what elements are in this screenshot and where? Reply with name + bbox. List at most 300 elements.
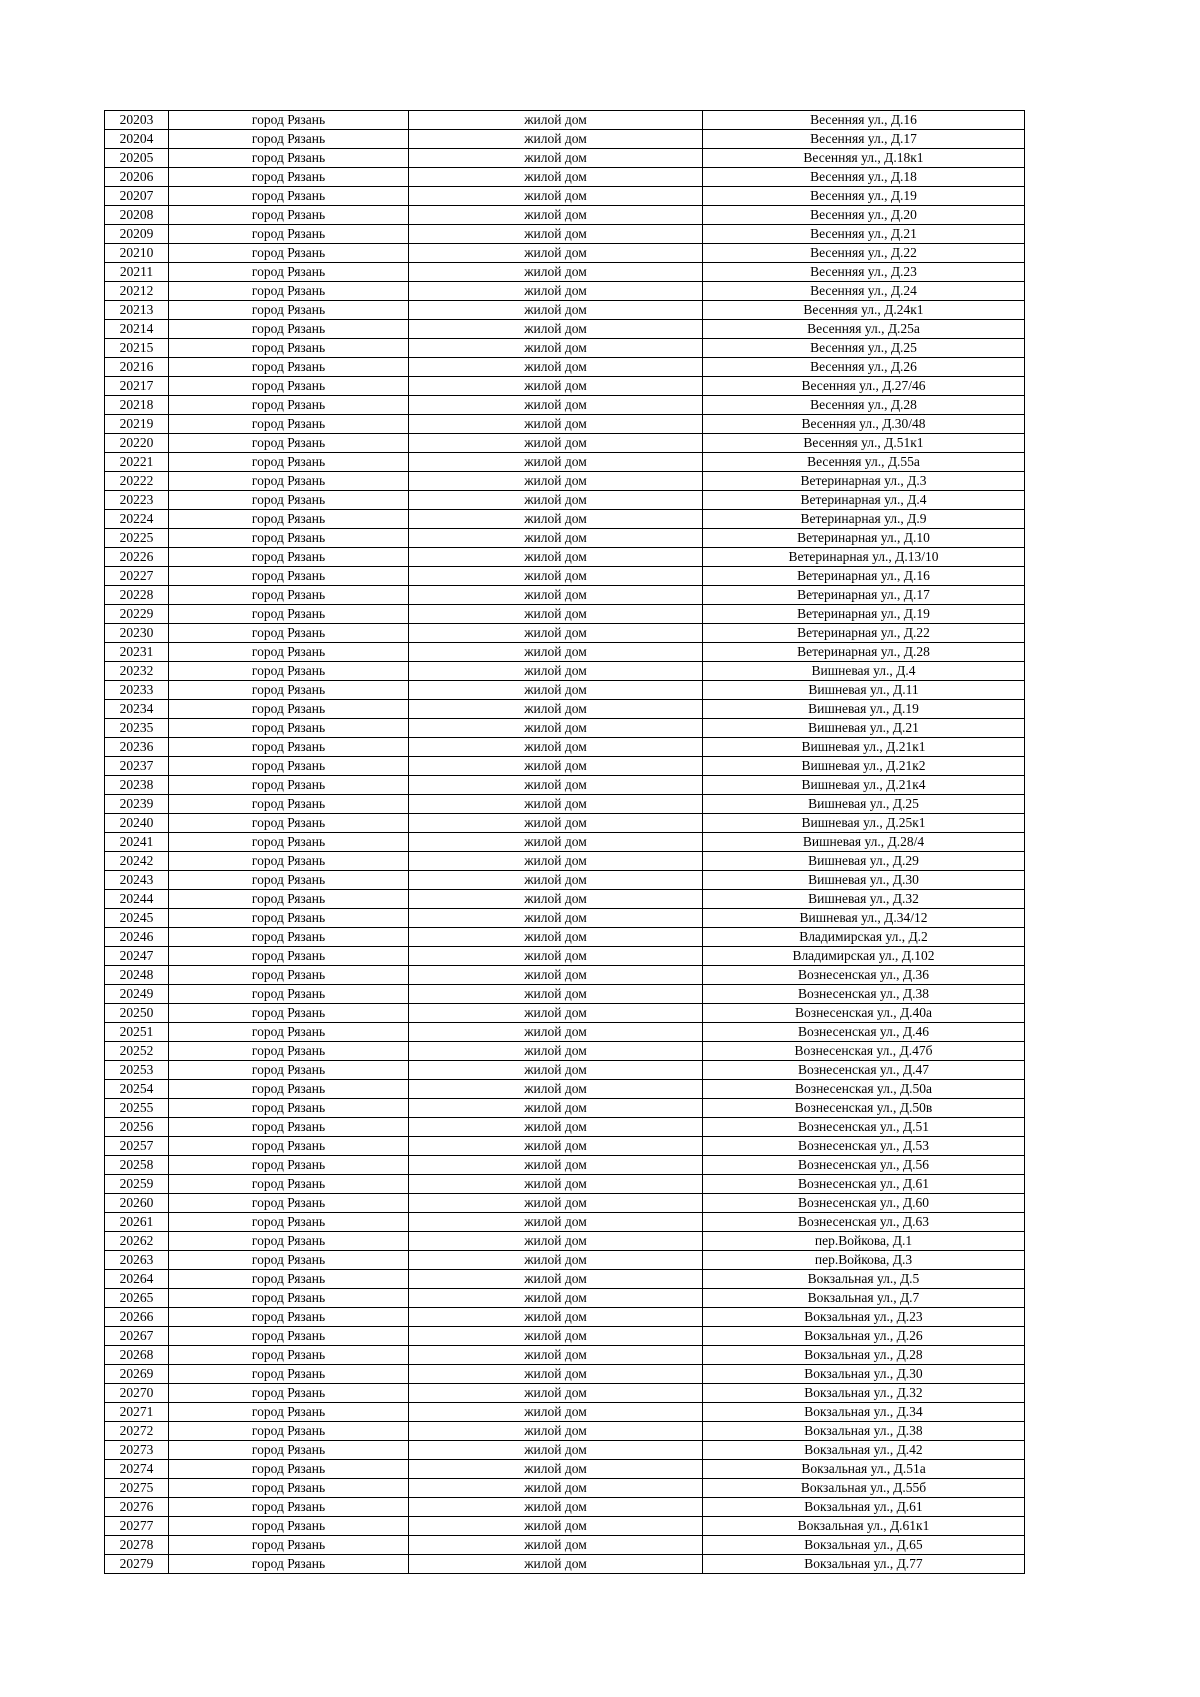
- object-type-cell: жилой дом: [409, 491, 703, 510]
- record-number-cell: 20259: [105, 1175, 169, 1194]
- record-number-cell: 20229: [105, 605, 169, 624]
- object-type-cell: жилой дом: [409, 700, 703, 719]
- object-type-cell: жилой дом: [409, 909, 703, 928]
- object-type-cell: жилой дом: [409, 757, 703, 776]
- address-cell: Вишневая ул., Д.19: [703, 700, 1025, 719]
- city-cell: город Рязань: [169, 1194, 409, 1213]
- address-cell: Вознесенская ул., Д.40а: [703, 1004, 1025, 1023]
- object-type-cell: жилой дом: [409, 1175, 703, 1194]
- address-cell: Весенняя ул., Д.16: [703, 111, 1025, 130]
- address-cell: Вишневая ул., Д.28/4: [703, 833, 1025, 852]
- object-type-cell: жилой дом: [409, 719, 703, 738]
- address-cell: Весенняя ул., Д.28: [703, 396, 1025, 415]
- record-number-cell: 20231: [105, 643, 169, 662]
- record-number-cell: 20223: [105, 491, 169, 510]
- record-number-cell: 20205: [105, 149, 169, 168]
- table-row: [105, 814, 1025, 833]
- city-cell: город Рязань: [169, 757, 409, 776]
- city-cell: город Рязань: [169, 719, 409, 738]
- table-row: [105, 1403, 1025, 1422]
- city-cell: город Рязань: [169, 1175, 409, 1194]
- object-type-cell: жилой дом: [409, 890, 703, 909]
- record-number-cell: 20270: [105, 1384, 169, 1403]
- record-number-cell: 20274: [105, 1460, 169, 1479]
- object-type-cell: жилой дом: [409, 1004, 703, 1023]
- table-row: [105, 1422, 1025, 1441]
- object-type-cell: жилой дом: [409, 833, 703, 852]
- record-number-cell: 20263: [105, 1251, 169, 1270]
- city-cell: город Рязань: [169, 1137, 409, 1156]
- record-number-cell: 20204: [105, 130, 169, 149]
- object-type-cell: жилой дом: [409, 738, 703, 757]
- table-row: [105, 1213, 1025, 1232]
- city-cell: город Рязань: [169, 947, 409, 966]
- city-cell: город Рязань: [169, 1327, 409, 1346]
- object-type-cell: жилой дом: [409, 453, 703, 472]
- record-number-cell: 20220: [105, 434, 169, 453]
- city-cell: город Рязань: [169, 510, 409, 529]
- record-number-cell: 20268: [105, 1346, 169, 1365]
- address-cell: Весенняя ул., Д.18: [703, 168, 1025, 187]
- object-type-cell: жилой дом: [409, 1536, 703, 1555]
- address-cell: Вокзальная ул., Д.28: [703, 1346, 1025, 1365]
- table-row: [105, 1555, 1025, 1574]
- record-number-cell: 20266: [105, 1308, 169, 1327]
- record-number-cell: 20273: [105, 1441, 169, 1460]
- record-number-cell: 20269: [105, 1365, 169, 1384]
- city-cell: город Рязань: [169, 377, 409, 396]
- table-row: [105, 909, 1025, 928]
- record-number-cell: 20224: [105, 510, 169, 529]
- table-row: [105, 1346, 1025, 1365]
- address-table: [104, 110, 1025, 1574]
- record-number-cell: 20236: [105, 738, 169, 757]
- city-cell: город Рязань: [169, 206, 409, 225]
- object-type-cell: жилой дом: [409, 1365, 703, 1384]
- object-type-cell: жилой дом: [409, 1270, 703, 1289]
- table-row: [105, 1365, 1025, 1384]
- address-cell: Вокзальная ул., Д.30: [703, 1365, 1025, 1384]
- address-cell: Ветеринарная ул., Д.3: [703, 472, 1025, 491]
- record-number-cell: 20216: [105, 358, 169, 377]
- object-type-cell: жилой дом: [409, 339, 703, 358]
- address-cell: Весенняя ул., Д.25: [703, 339, 1025, 358]
- object-type-cell: жилой дом: [409, 1232, 703, 1251]
- record-number-cell: 20232: [105, 662, 169, 681]
- address-cell: Весенняя ул., Д.25а: [703, 320, 1025, 339]
- address-cell: Вокзальная ул., Д.65: [703, 1536, 1025, 1555]
- city-cell: город Рязань: [169, 1042, 409, 1061]
- record-number-cell: 20206: [105, 168, 169, 187]
- city-cell: город Рязань: [169, 1460, 409, 1479]
- object-type-cell: жилой дом: [409, 795, 703, 814]
- city-cell: город Рязань: [169, 1270, 409, 1289]
- object-type-cell: жилой дом: [409, 1118, 703, 1137]
- object-type-cell: жилой дом: [409, 396, 703, 415]
- city-cell: город Рязань: [169, 1118, 409, 1137]
- city-cell: город Рязань: [169, 187, 409, 206]
- address-cell: Вознесенская ул., Д.38: [703, 985, 1025, 1004]
- object-type-cell: жилой дом: [409, 1061, 703, 1080]
- table-row: [105, 149, 1025, 168]
- table-row: [105, 1479, 1025, 1498]
- table-row: [105, 586, 1025, 605]
- record-number-cell: 20239: [105, 795, 169, 814]
- object-type-cell: жилой дом: [409, 301, 703, 320]
- table-row: [105, 1270, 1025, 1289]
- city-cell: город Рязань: [169, 111, 409, 130]
- record-number-cell: 20214: [105, 320, 169, 339]
- city-cell: город Рязань: [169, 149, 409, 168]
- address-cell: Весенняя ул., Д.55а: [703, 453, 1025, 472]
- object-type-cell: жилой дом: [409, 1099, 703, 1118]
- record-number-cell: 20209: [105, 225, 169, 244]
- table-row: [105, 947, 1025, 966]
- address-cell: Весенняя ул., Д.30/48: [703, 415, 1025, 434]
- record-number-cell: 20241: [105, 833, 169, 852]
- address-cell: Весенняя ул., Д.18к1: [703, 149, 1025, 168]
- city-cell: город Рязань: [169, 225, 409, 244]
- address-cell: Вознесенская ул., Д.61: [703, 1175, 1025, 1194]
- city-cell: город Рязань: [169, 1232, 409, 1251]
- table-row: [105, 1536, 1025, 1555]
- object-type-cell: жилой дом: [409, 415, 703, 434]
- table-row: [105, 567, 1025, 586]
- table-row: [105, 605, 1025, 624]
- object-type-cell: жилой дом: [409, 548, 703, 567]
- table-row: [105, 1498, 1025, 1517]
- record-number-cell: 20225: [105, 529, 169, 548]
- city-cell: город Рязань: [169, 130, 409, 149]
- city-cell: город Рязань: [169, 1365, 409, 1384]
- city-cell: город Рязань: [169, 985, 409, 1004]
- object-type-cell: жилой дом: [409, 1251, 703, 1270]
- address-cell: пер.Войкова, Д.1: [703, 1232, 1025, 1251]
- table-row: [105, 339, 1025, 358]
- address-cell: Вокзальная ул., Д.61: [703, 1498, 1025, 1517]
- object-type-cell: жилой дом: [409, 586, 703, 605]
- object-type-cell: жилой дом: [409, 605, 703, 624]
- table-row: [105, 1232, 1025, 1251]
- table-row: [105, 757, 1025, 776]
- city-cell: город Рязань: [169, 1289, 409, 1308]
- address-cell: Вознесенская ул., Д.47: [703, 1061, 1025, 1080]
- object-type-cell: жилой дом: [409, 947, 703, 966]
- table-row: [105, 624, 1025, 643]
- address-cell: Вознесенская ул., Д.51: [703, 1118, 1025, 1137]
- city-cell: город Рязань: [169, 1384, 409, 1403]
- record-number-cell: 20256: [105, 1118, 169, 1137]
- record-number-cell: 20267: [105, 1327, 169, 1346]
- city-cell: город Рязань: [169, 453, 409, 472]
- object-type-cell: жилой дом: [409, 1137, 703, 1156]
- address-cell: Владимирская ул., Д.102: [703, 947, 1025, 966]
- address-cell: Вокзальная ул., Д.55б: [703, 1479, 1025, 1498]
- table-row: [105, 719, 1025, 738]
- table-row: [105, 1137, 1025, 1156]
- address-cell: Ветеринарная ул., Д.10: [703, 529, 1025, 548]
- address-cell: Ветеринарная ул., Д.16: [703, 567, 1025, 586]
- address-cell: Вокзальная ул., Д.38: [703, 1422, 1025, 1441]
- object-type-cell: жилой дом: [409, 1517, 703, 1536]
- object-type-cell: жилой дом: [409, 1441, 703, 1460]
- record-number-cell: 20251: [105, 1023, 169, 1042]
- address-cell: Вокзальная ул., Д.7: [703, 1289, 1025, 1308]
- object-type-cell: жилой дом: [409, 966, 703, 985]
- record-number-cell: 20272: [105, 1422, 169, 1441]
- record-number-cell: 20226: [105, 548, 169, 567]
- object-type-cell: жилой дом: [409, 643, 703, 662]
- address-cell: Вокзальная ул., Д.32: [703, 1384, 1025, 1403]
- object-type-cell: жилой дом: [409, 1346, 703, 1365]
- table-row: [105, 472, 1025, 491]
- address-cell: Вишневая ул., Д.11: [703, 681, 1025, 700]
- object-type-cell: жилой дом: [409, 1422, 703, 1441]
- object-type-cell: жилой дом: [409, 1327, 703, 1346]
- address-cell: Весенняя ул., Д.27/46: [703, 377, 1025, 396]
- object-type-cell: жилой дом: [409, 1042, 703, 1061]
- record-number-cell: 20277: [105, 1517, 169, 1536]
- city-cell: город Рязань: [169, 529, 409, 548]
- object-type-cell: жилой дом: [409, 1403, 703, 1422]
- city-cell: город Рязань: [169, 1536, 409, 1555]
- city-cell: город Рязань: [169, 1308, 409, 1327]
- address-cell: Весенняя ул., Д.24к1: [703, 301, 1025, 320]
- table-row: [105, 662, 1025, 681]
- table-row: [105, 491, 1025, 510]
- record-number-cell: 20210: [105, 244, 169, 263]
- object-type-cell: жилой дом: [409, 206, 703, 225]
- record-number-cell: 20279: [105, 1555, 169, 1574]
- address-cell: Вишневая ул., Д.25к1: [703, 814, 1025, 833]
- object-type-cell: жилой дом: [409, 624, 703, 643]
- city-cell: город Рязань: [169, 472, 409, 491]
- record-number-cell: 20242: [105, 852, 169, 871]
- address-cell: Вишневая ул., Д.25: [703, 795, 1025, 814]
- address-cell: Вознесенская ул., Д.50в: [703, 1099, 1025, 1118]
- object-type-cell: жилой дом: [409, 320, 703, 339]
- address-cell: Вознесенская ул., Д.46: [703, 1023, 1025, 1042]
- record-number-cell: 20262: [105, 1232, 169, 1251]
- table-row: [105, 1004, 1025, 1023]
- address-cell: Весенняя ул., Д.51к1: [703, 434, 1025, 453]
- city-cell: город Рязань: [169, 605, 409, 624]
- table-row: [105, 1118, 1025, 1137]
- city-cell: город Рязань: [169, 1213, 409, 1232]
- record-number-cell: 20253: [105, 1061, 169, 1080]
- table-row: [105, 111, 1025, 130]
- address-cell: Вознесенская ул., Д.60: [703, 1194, 1025, 1213]
- city-cell: город Рязань: [169, 776, 409, 795]
- table-row: [105, 244, 1025, 263]
- city-cell: город Рязань: [169, 1517, 409, 1536]
- table-row: [105, 130, 1025, 149]
- address-cell: Ветеринарная ул., Д.19: [703, 605, 1025, 624]
- record-number-cell: 20255: [105, 1099, 169, 1118]
- table-row: [105, 795, 1025, 814]
- table-row: [105, 1384, 1025, 1403]
- object-type-cell: жилой дом: [409, 567, 703, 586]
- object-type-cell: жилой дом: [409, 377, 703, 396]
- record-number-cell: 20234: [105, 700, 169, 719]
- city-cell: город Рязань: [169, 1251, 409, 1270]
- table-row: [105, 320, 1025, 339]
- record-number-cell: 20213: [105, 301, 169, 320]
- city-cell: город Рязань: [169, 1156, 409, 1175]
- address-cell: Вишневая ул., Д.4: [703, 662, 1025, 681]
- city-cell: город Рязань: [169, 643, 409, 662]
- record-number-cell: 20257: [105, 1137, 169, 1156]
- table-row: [105, 225, 1025, 244]
- record-number-cell: 20228: [105, 586, 169, 605]
- address-cell: Вокзальная ул., Д.42: [703, 1441, 1025, 1460]
- record-number-cell: 20211: [105, 263, 169, 282]
- record-number-cell: 20240: [105, 814, 169, 833]
- table-row: [105, 1080, 1025, 1099]
- city-cell: город Рязань: [169, 1479, 409, 1498]
- table-row: [105, 396, 1025, 415]
- object-type-cell: жилой дом: [409, 244, 703, 263]
- record-number-cell: 20227: [105, 567, 169, 586]
- city-cell: город Рязань: [169, 282, 409, 301]
- table-row: [105, 890, 1025, 909]
- table-row: [105, 1099, 1025, 1118]
- table-row: [105, 529, 1025, 548]
- record-number-cell: 20250: [105, 1004, 169, 1023]
- table-row: [105, 1175, 1025, 1194]
- address-cell: Вишневая ул., Д.21к2: [703, 757, 1025, 776]
- address-cell: Вишневая ул., Д.34/12: [703, 909, 1025, 928]
- address-cell: Весенняя ул., Д.26: [703, 358, 1025, 377]
- address-cell: Весенняя ул., Д.23: [703, 263, 1025, 282]
- record-number-cell: 20244: [105, 890, 169, 909]
- record-number-cell: 20221: [105, 453, 169, 472]
- city-cell: город Рязань: [169, 1099, 409, 1118]
- table-row: [105, 776, 1025, 795]
- object-type-cell: жилой дом: [409, 263, 703, 282]
- address-cell: Вокзальная ул., Д.61к1: [703, 1517, 1025, 1536]
- object-type-cell: жилой дом: [409, 472, 703, 491]
- table-row: [105, 738, 1025, 757]
- object-type-cell: жилой дом: [409, 111, 703, 130]
- address-cell: Вишневая ул., Д.21: [703, 719, 1025, 738]
- address-cell: Вишневая ул., Д.29: [703, 852, 1025, 871]
- address-cell: Вознесенская ул., Д.47б: [703, 1042, 1025, 1061]
- record-number-cell: 20238: [105, 776, 169, 795]
- address-cell: Весенняя ул., Д.22: [703, 244, 1025, 263]
- city-cell: город Рязань: [169, 1061, 409, 1080]
- document-page: [104, 110, 1024, 1574]
- object-type-cell: жилой дом: [409, 871, 703, 890]
- object-type-cell: жилой дом: [409, 985, 703, 1004]
- record-number-cell: 20215: [105, 339, 169, 358]
- address-cell: Вокзальная ул., Д.51а: [703, 1460, 1025, 1479]
- object-type-cell: жилой дом: [409, 1384, 703, 1403]
- table-row: [105, 833, 1025, 852]
- object-type-cell: жилой дом: [409, 852, 703, 871]
- city-cell: город Рязань: [169, 567, 409, 586]
- address-cell: Ветеринарная ул., Д.22: [703, 624, 1025, 643]
- record-number-cell: 20271: [105, 1403, 169, 1422]
- record-number-cell: 20219: [105, 415, 169, 434]
- city-cell: город Рязань: [169, 244, 409, 263]
- city-cell: город Рязань: [169, 833, 409, 852]
- record-number-cell: 20218: [105, 396, 169, 415]
- address-cell: Вокзальная ул., Д.77: [703, 1555, 1025, 1574]
- table-row: [105, 1061, 1025, 1080]
- city-cell: город Рязань: [169, 320, 409, 339]
- record-number-cell: 20265: [105, 1289, 169, 1308]
- table-row: [105, 1327, 1025, 1346]
- city-cell: город Рязань: [169, 301, 409, 320]
- city-cell: город Рязань: [169, 1023, 409, 1042]
- address-cell: Вознесенская ул., Д.53: [703, 1137, 1025, 1156]
- city-cell: город Рязань: [169, 1346, 409, 1365]
- object-type-cell: жилой дом: [409, 662, 703, 681]
- address-cell: Вознесенская ул., Д.56: [703, 1156, 1025, 1175]
- city-cell: город Рязань: [169, 1441, 409, 1460]
- address-cell: Вишневая ул., Д.30: [703, 871, 1025, 890]
- address-cell: Вознесенская ул., Д.50а: [703, 1080, 1025, 1099]
- address-cell: Ветеринарная ул., Д.9: [703, 510, 1025, 529]
- record-number-cell: 20258: [105, 1156, 169, 1175]
- record-number-cell: 20249: [105, 985, 169, 1004]
- object-type-cell: жилой дом: [409, 149, 703, 168]
- object-type-cell: жилой дом: [409, 1080, 703, 1099]
- object-type-cell: жилой дом: [409, 681, 703, 700]
- record-number-cell: 20222: [105, 472, 169, 491]
- object-type-cell: жилой дом: [409, 168, 703, 187]
- record-number-cell: 20252: [105, 1042, 169, 1061]
- address-cell: Весенняя ул., Д.21: [703, 225, 1025, 244]
- city-cell: город Рязань: [169, 491, 409, 510]
- object-type-cell: жилой дом: [409, 1555, 703, 1574]
- table-row: [105, 1042, 1025, 1061]
- table-row: [105, 453, 1025, 472]
- record-number-cell: 20237: [105, 757, 169, 776]
- city-cell: город Рязань: [169, 738, 409, 757]
- object-type-cell: жилой дом: [409, 1156, 703, 1175]
- table-row: [105, 681, 1025, 700]
- table-row: [105, 1308, 1025, 1327]
- record-number-cell: 20254: [105, 1080, 169, 1099]
- table-row: [105, 358, 1025, 377]
- city-cell: город Рязань: [169, 795, 409, 814]
- city-cell: город Рязань: [169, 1403, 409, 1422]
- address-cell: Ветеринарная ул., Д.4: [703, 491, 1025, 510]
- address-cell: Весенняя ул., Д.24: [703, 282, 1025, 301]
- table-row: [105, 1023, 1025, 1042]
- table-row: [105, 871, 1025, 890]
- city-cell: город Рязань: [169, 624, 409, 643]
- table-row: [105, 282, 1025, 301]
- record-number-cell: 20278: [105, 1536, 169, 1555]
- object-type-cell: жилой дом: [409, 187, 703, 206]
- record-number-cell: 20208: [105, 206, 169, 225]
- table-row: [105, 1441, 1025, 1460]
- address-cell: Вокзальная ул., Д.5: [703, 1270, 1025, 1289]
- city-cell: город Рязань: [169, 358, 409, 377]
- object-type-cell: жилой дом: [409, 1213, 703, 1232]
- record-number-cell: 20217: [105, 377, 169, 396]
- record-number-cell: 20246: [105, 928, 169, 947]
- record-number-cell: 20235: [105, 719, 169, 738]
- table-row: [105, 1289, 1025, 1308]
- address-cell: Вишневая ул., Д.32: [703, 890, 1025, 909]
- table-row: [105, 985, 1025, 1004]
- object-type-cell: жилой дом: [409, 529, 703, 548]
- object-type-cell: жилой дом: [409, 282, 703, 301]
